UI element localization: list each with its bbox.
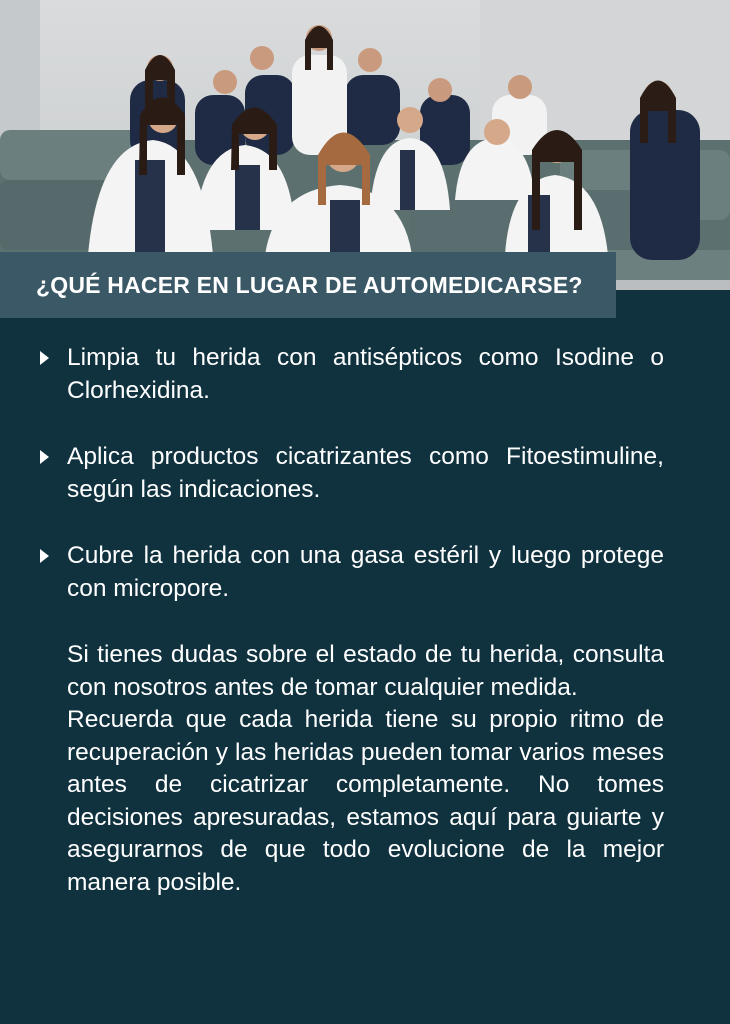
banner-title: ¿QUÉ HACER EN LUGAR DE AUTOMEDICARSE? [36,271,583,298]
tip-text: Aplica productos cicatrizantes como Fitoestimuline, según las indicaciones. [67,443,664,503]
tip-text: Limpia tu herida con antisépticos como Isodine o Clorhexidina. [67,344,664,404]
tip-item [40,540,664,605]
tip-item [40,441,664,506]
arrow-bullet-icon [40,441,67,506]
team-photo-illustration [0,0,730,290]
closing-paragraph-1: Si tienes dudas sobre el estado de tu herida, consulta con nosotros antes de tomar cualquier medida. [67,641,664,701]
title-banner [0,252,616,318]
tip-text: Cubre la herida con una gasa estéril y luego protege con micropore. [67,542,664,602]
team-photo [0,0,730,290]
arrow-bullet-icon [40,342,67,407]
tips-content [40,342,664,899]
tip-item [40,342,664,407]
closing-paragraph-2: Recuerda que cada herida tiene su propio ritmo de recuperación y las heridas pueden tomar varios meses antes de cicatrizar completamente. No tomes decisiones apresuradas, estamos aquí para guiarte y asegurarnos de que todo evolucione de la mejor manera posible. [67,706,664,896]
arrow-bullet-icon [40,540,67,605]
